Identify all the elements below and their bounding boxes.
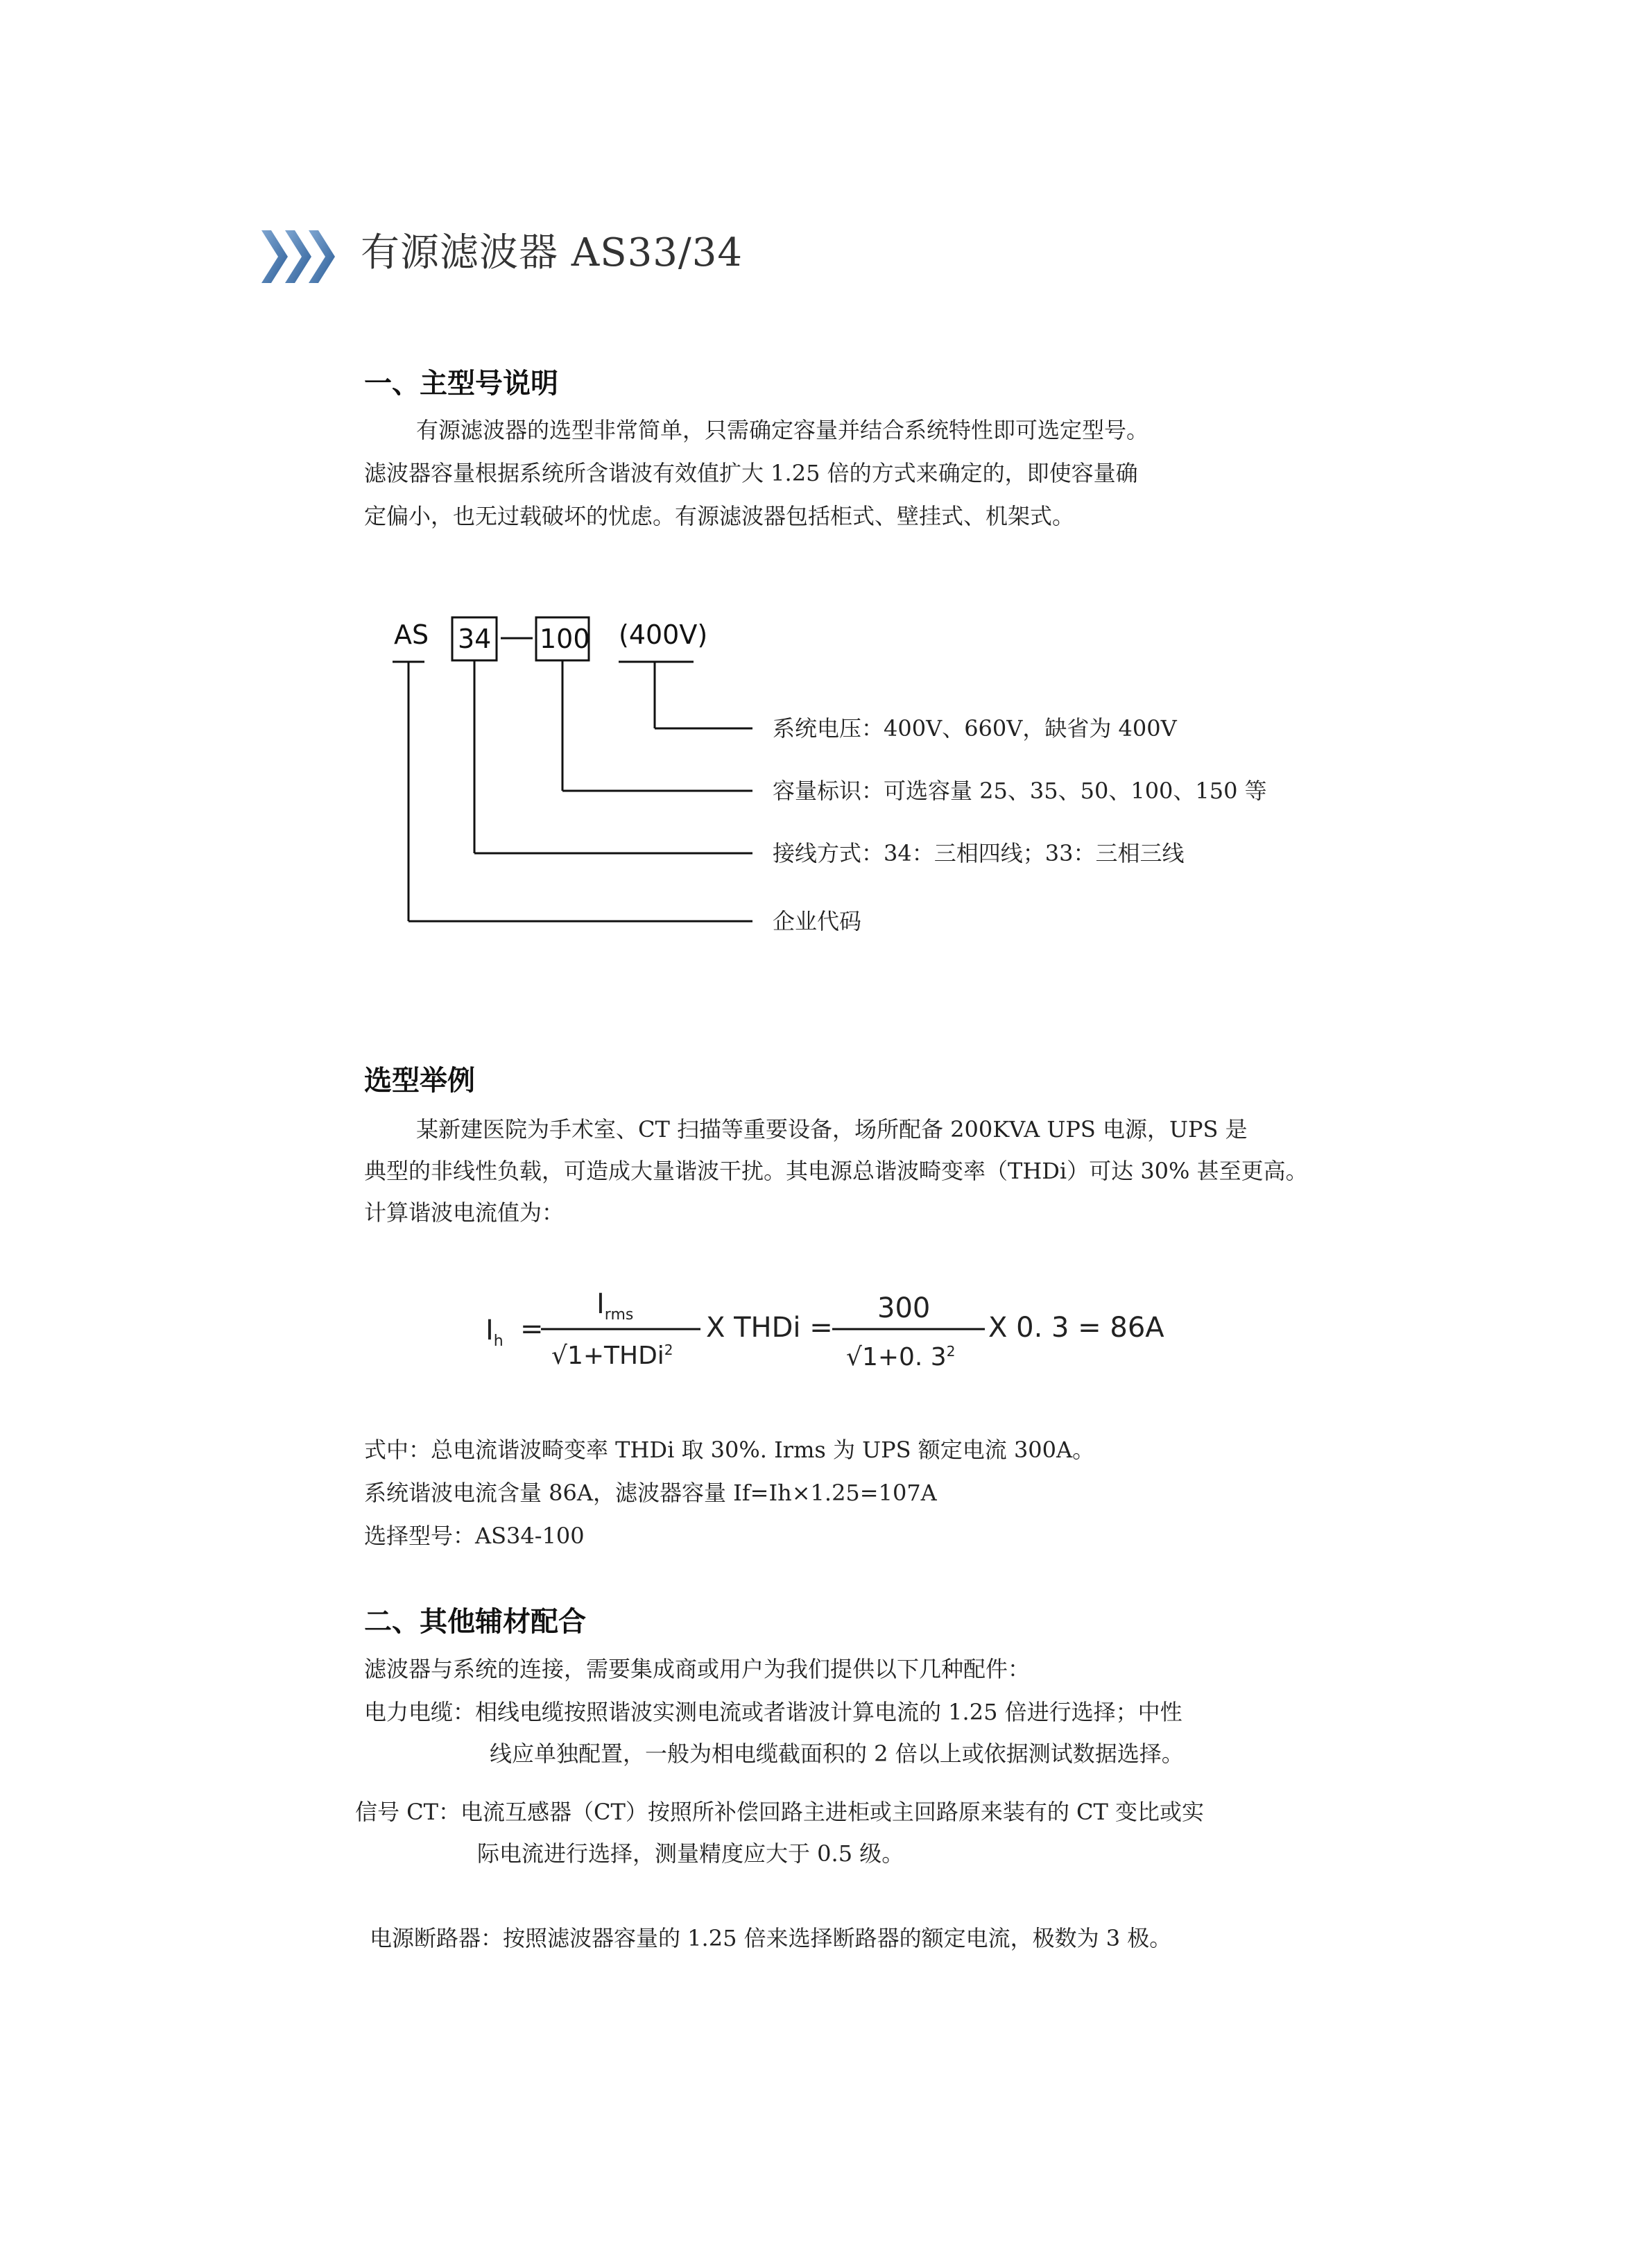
formula-numerator-2: 300	[877, 1292, 931, 1324]
label-voltage: 系统电压：400V、660V，缺省为 400V	[773, 715, 1177, 742]
accessories-intro: 滤波器与系统的连接，需要集成商或用户为我们提供以下几种配件：	[364, 1656, 1031, 1682]
page-title: 有源滤波器 AS33/34	[361, 230, 743, 275]
wiring-code-box: 34	[458, 624, 492, 654]
section-heading-accessories: 二、其他辅材配合	[364, 1606, 586, 1638]
label-company: 企业代码	[773, 908, 862, 934]
paragraph-line: 滤波器容量根据系统所含谐波有效值扩大 1.25 倍的方式来确定的，即使容量确	[364, 460, 1138, 486]
paragraph-line: 典型的非线性负载，可造成大量谐波干扰。其电源总谐波畸变率（THDi）可达 30% 甚至更高。	[364, 1158, 1308, 1184]
formula-times-thdi: X THDi =	[706, 1312, 833, 1344]
paragraph-line: 定偏小，也无过载破坏的忧虑。有源滤波器包括柜式、壁挂式、机架式。	[364, 503, 1075, 529]
voltage-code: (400V)	[619, 619, 708, 650]
formula-result: X 0. 3 = 86A	[988, 1312, 1164, 1344]
section-heading-example: 选型举例	[364, 1065, 475, 1097]
note-line: 式中：总电流谐波畸变率 THDi 取 30%. Irms 为 UPS 额定电流 300A。	[364, 1437, 1095, 1463]
label-wiring: 接线方式：34：三相四线；33：三相三线	[773, 840, 1185, 866]
formula-lhs: $I_h$	[485, 1315, 504, 1350]
paragraph-line: 某新建医院为手术室、CT 扫描等重要设备，场所配备 200KVA UPS 电源，UPS 是	[416, 1116, 1248, 1143]
harmonic-current-formula	[472, 1256, 1234, 1394]
label-capacity: 容量标识：可选容量 25、35、50、100、150 等	[773, 778, 1267, 804]
ct-line: 际电流进行选择，测量精度应大于 0.5 级。	[477, 1840, 904, 1867]
breaker-line: 电源断路器：按照滤波器容量的 1.25 倍来选择断路器的额定电流，极数为 3 极。	[370, 1925, 1172, 1951]
model-code-diagram	[375, 597, 1345, 957]
formula-denominator-1: √1+THDi$^2$	[551, 1342, 673, 1370]
note-line: 系统谐波电流含量 86A，滤波器容量 If=Ih×1.25=107A	[364, 1480, 937, 1506]
note-line: 选择型号：AS34-100	[364, 1523, 585, 1549]
chevron-triple-right-icon	[260, 229, 336, 284]
paragraph-line: 计算谐波电流值为：	[364, 1199, 565, 1226]
ct-line: 信号 CT：电流互感器（CT）按照所补偿回路主进柜或主回路原来装有的 CT 变比或实	[355, 1799, 1205, 1825]
formula-equals: =	[520, 1313, 544, 1345]
formula-denominator-2: √1+0. $3^2$	[846, 1343, 956, 1371]
capacity-code-box: 100	[540, 624, 590, 654]
section-heading-model: 一、主型号说明	[364, 368, 558, 400]
formula-numerator-1: $I_{rms}$	[596, 1288, 634, 1324]
model-prefix: AS	[394, 619, 429, 650]
paragraph-line: 有源滤波器的选型非常简单，只需确定容量并结合系统特性即可选定型号。	[416, 417, 1149, 443]
cable-line: 线应单独配置，一般为相电缆截面积的 2 倍以上或依据测试数据选择。	[490, 1740, 1184, 1767]
cable-line: 电力电缆：相线电缆按照谐波实测电流或者谐波计算电流的 1.25 倍进行选择；中性	[364, 1699, 1182, 1725]
